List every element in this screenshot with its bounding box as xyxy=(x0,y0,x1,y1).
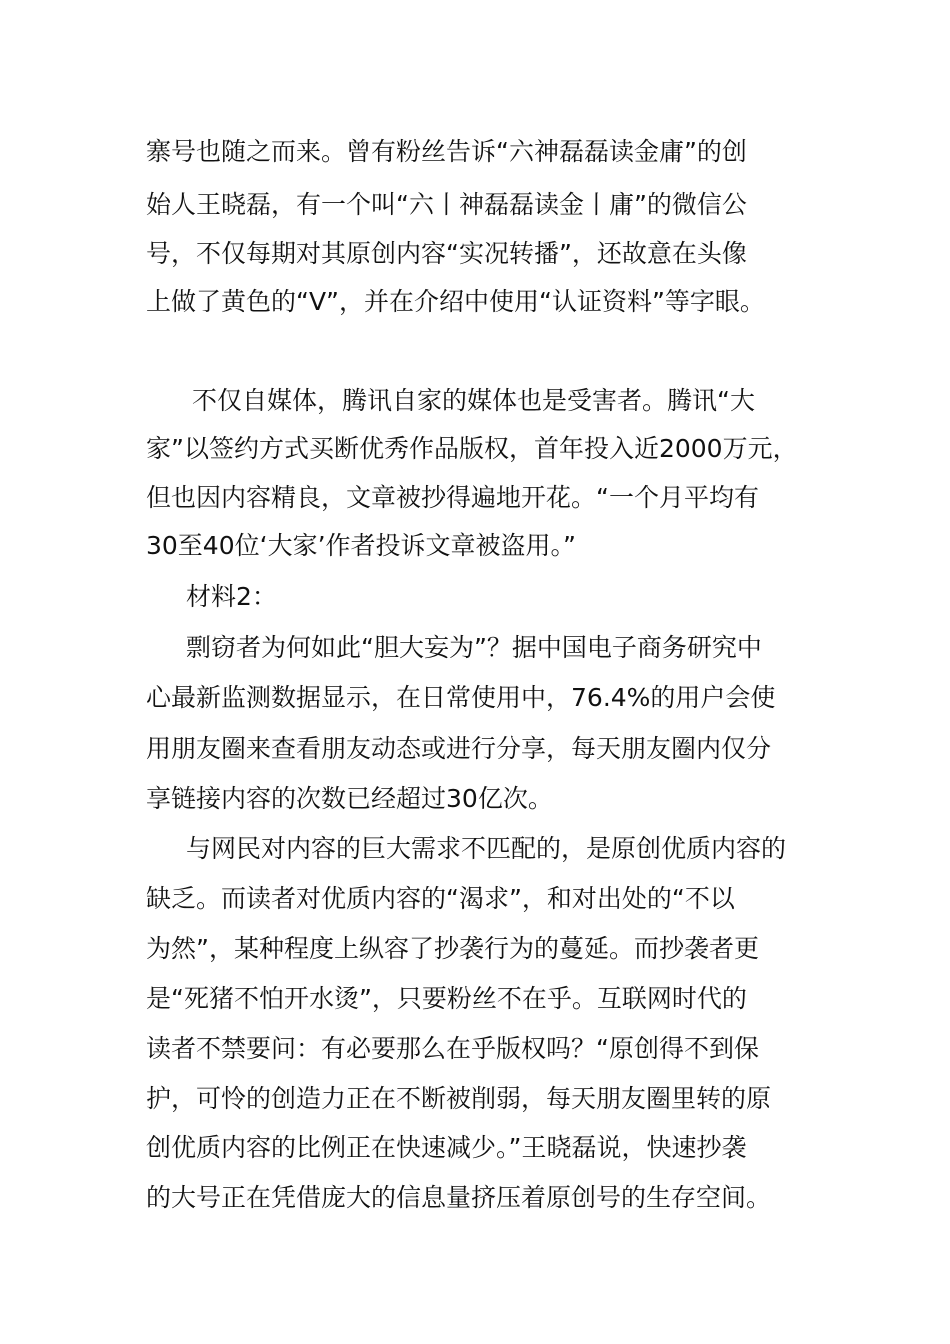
text-line: 剽窃者为何如此“胆大妄为”？据中国电子商务研究中 xyxy=(186,633,762,662)
text-line: 号，不仅每期对其原创内容“实况转播”，还故意在头像 xyxy=(146,239,747,268)
text-line: 缺乏。而读者对优质内容的“渴求”，和对出处的“不以 xyxy=(146,884,735,913)
section-heading: 材料2： xyxy=(186,582,277,611)
text-line: 创优质内容的比例正在快速减少。”王晓磊说，快速抄袭 xyxy=(146,1133,747,1162)
text-line: 始人王晓磊，有一个叫“六丨神磊磊读金丨庸”的微信公 xyxy=(146,190,747,219)
text-line: 是“死猪不怕开水烫”，只要粉丝不在乎。互联网时代的 xyxy=(146,984,747,1013)
text-line: 的大号正在凭借庞大的信息量挤压着原创号的生存空间。 xyxy=(146,1183,772,1212)
text-line: 但也因内容精良，文章被抄得遍地开花。“一个月平均有 xyxy=(146,483,759,512)
text-line: 上做了黄色的“V”，并在介绍中使用“认证资料”等字眼。 xyxy=(146,287,765,316)
text-line: 用朋友圈来查看朋友动态或进行分享，每天朋友圈内仅分 xyxy=(146,734,772,763)
text-line: 享链接内容的次数已经超过30亿次。 xyxy=(146,784,553,813)
text-line: 不仅自媒体，腾讯自家的媒体也是受害者。腾讯“大 xyxy=(192,386,755,415)
text-line: 为然”，某种程度上纵容了抄袭行为的蔓延。而抄袭者更 xyxy=(146,934,759,963)
text-line: 护，可怜的创造力正在不断被削弱，每天朋友圈里转的原 xyxy=(146,1084,772,1113)
text-line: 30至40位‘大家’作者投诉文章被盗用。” xyxy=(146,531,576,560)
text-line: 读者不禁要问：有必要那么在乎版权吗？“原创得不到保 xyxy=(146,1034,759,1063)
text-line: 心最新监测数据显示，在日常使用中，76.4%的用户会使 xyxy=(146,683,776,712)
text-line: 与网民对内容的巨大需求不匹配的，是原创优质内容的 xyxy=(186,834,787,863)
text-line: 家”以签约方式买断优秀作品版权，首年投入近2000万元， xyxy=(146,434,798,463)
text-line: 寨号也随之而来。曾有粉丝告诉“六神磊磊读金庸”的创 xyxy=(146,137,747,166)
